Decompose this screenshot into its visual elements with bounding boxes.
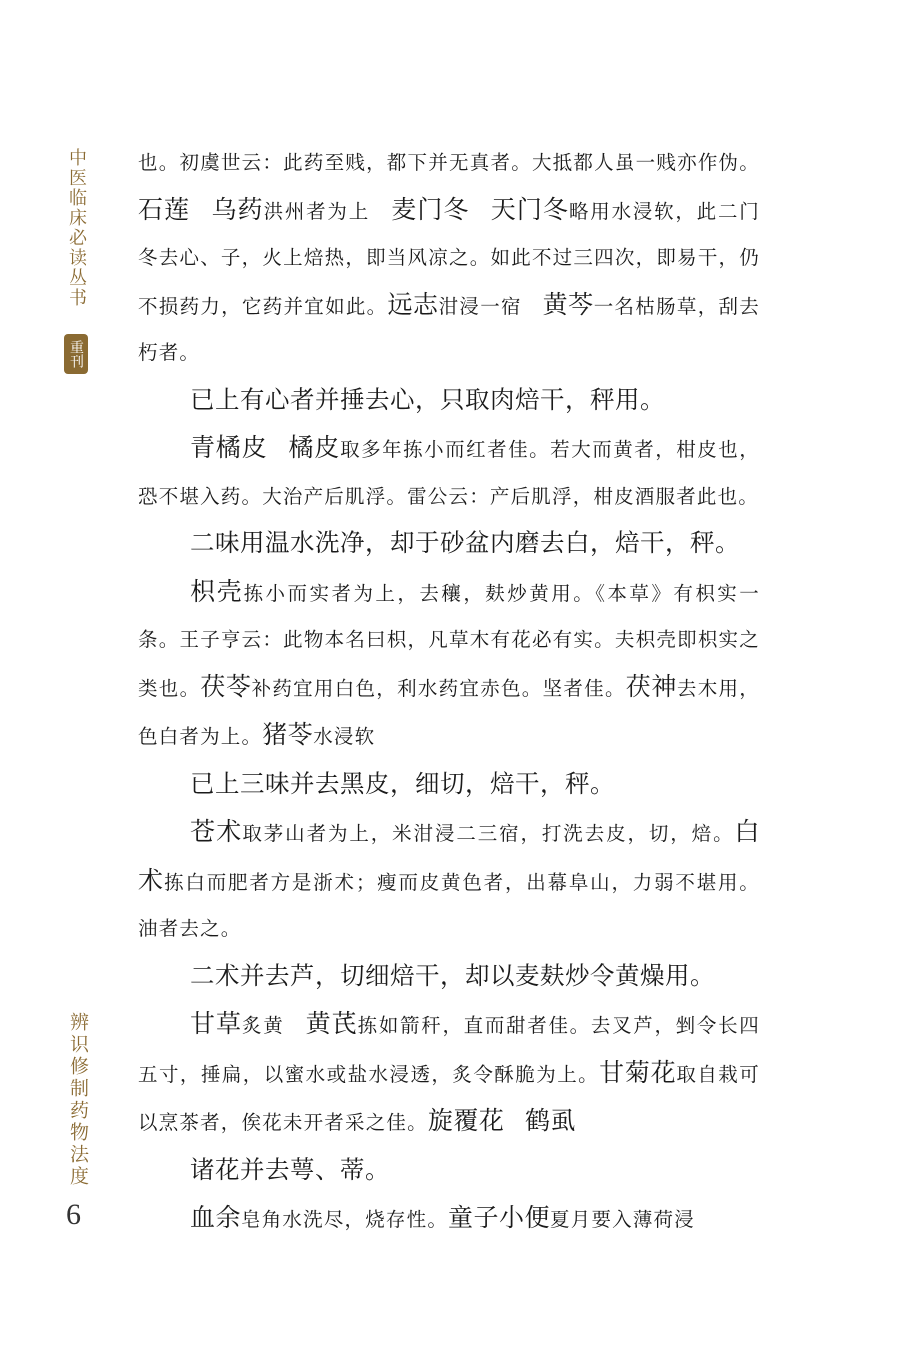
annotation-text: 取多年拣小而红者佳。若大而黄者，柑皮也，恐不堪入药。大治产后肌浮。雷公云：产后肌浮，柑皮酒服者此也。 [138, 438, 760, 508]
herb-name: 麦门冬 [391, 194, 470, 224]
annotation-text: 夏月要入薄荷浸 [550, 1208, 695, 1231]
herb-name: 茯神 [625, 671, 677, 701]
paragraph [138, 425, 760, 520]
herb-name: 乌药 [211, 194, 264, 224]
annotation-text: 水浸软 [313, 725, 376, 748]
annotation-text [267, 438, 288, 461]
instruction-text: 二味用温水洗净，却于砂盆内磨去白，焙干，秤。 [190, 528, 740, 557]
page-body [138, 140, 760, 1244]
paragraph [138, 953, 760, 1002]
annotation-text: 去木用，色白者为上。 [138, 676, 760, 748]
annotation-text: 一名枯肠草，刮去朽者。 [138, 294, 760, 364]
herb-name: 天门冬 [490, 194, 570, 224]
herb-name: 苍术 [190, 817, 243, 846]
instruction-text: 已上三味并去黑皮，细切，焙干，秤。 [190, 768, 615, 798]
paragraph [138, 140, 760, 377]
herb-name: 黄芩 [542, 289, 594, 319]
annotation-text [504, 1111, 525, 1134]
herb-name: 鹤虱 [525, 1106, 577, 1135]
paragraph [138, 1001, 760, 1147]
herb-name: 青橘皮 [190, 433, 268, 462]
herb-name: 枳壳 [190, 576, 244, 606]
herb-name: 远志 [387, 289, 439, 319]
herb-name: 橘皮 [288, 433, 341, 462]
herb-name: 茯苓 [200, 671, 252, 701]
annotation-text: 炙黄 [242, 1014, 306, 1037]
paragraph [138, 1147, 760, 1196]
paragraph [138, 377, 760, 426]
instruction-text: 已上有心者并捶去心，只取肉焙干，秤用。 [190, 384, 665, 414]
paragraph [138, 809, 760, 953]
herb-name: 石莲 [138, 194, 191, 224]
instruction-text: 二术并去芦，切细焙干，却以麦麸炒令黄燥用。 [190, 960, 715, 990]
series-title: 中医临床必读丛书 [66, 148, 87, 308]
herb-name: 甘菊花 [599, 1057, 677, 1087]
herb-name: 旋覆花 [427, 1106, 505, 1135]
annotation-text: 拣小而实者为上，去穰，麸炒黄用。《本草》有枳实一条。王子亨云：此物本名曰枳，凡草木有花必有实。夫枳壳即枳实之类也。 [138, 581, 760, 700]
annotation-text: 取自栽可以烹茶者，俟花未开者采之佳。 [138, 1062, 760, 1134]
paragraph [138, 520, 760, 569]
herb-name: 童子小便 [448, 1203, 551, 1232]
annotation-text: 补药宜用白色，利水药宜赤色。坚者佳。 [251, 676, 626, 700]
herb-name: 白术 [138, 817, 760, 895]
annotation-text [470, 200, 491, 223]
annotation-text [190, 200, 211, 223]
series-seal: 重刊 [64, 334, 88, 374]
page-number: 6 [66, 1198, 81, 1231]
annotation-text: 泔浸一宿 [438, 294, 543, 318]
herb-name: 甘草 [190, 1009, 243, 1038]
annotation-text: 洪州者为上 [263, 199, 392, 223]
annotation-text: 皂角水洗尽，烧存性。 [241, 1208, 449, 1231]
paragraph [138, 1195, 760, 1244]
herb-name: 猪苓 [262, 720, 314, 749]
paragraph [138, 761, 760, 810]
annotation-text: 拣如箭秆，直而甜者佳。去叉芦，剉令长四五寸，捶扁，以蜜水或盐水浸透，炙令酥脆为上。 [138, 1014, 760, 1086]
instruction-text: 诸花并去萼、蒂。 [190, 1154, 390, 1184]
annotation-text: 略用水浸软，此二门冬去心、子，火上焙热，即当风凉之。如此不过三四次，即易干，仍不损药力，它药并宜如此。 [138, 199, 760, 318]
paragraph [138, 569, 760, 761]
herb-name: 黄芪 [305, 1009, 358, 1038]
herb-name: 血余 [190, 1203, 242, 1232]
annotation-text: 也。初虞世云：此药至贱，都下并无真者。大抵都人虽一贱亦作伪。 [138, 151, 760, 174]
annotation-text: 取茅山者为上，米泔浸二三宿，打洗去皮，切，焙。 [242, 822, 735, 845]
annotation-text: 拣白而肥者方是浙术；瘦而皮黄色者，出幕阜山，力弱不堪用。油者去之。 [138, 870, 760, 940]
chapter-title: 辨识修制药物法度 [67, 1012, 89, 1188]
